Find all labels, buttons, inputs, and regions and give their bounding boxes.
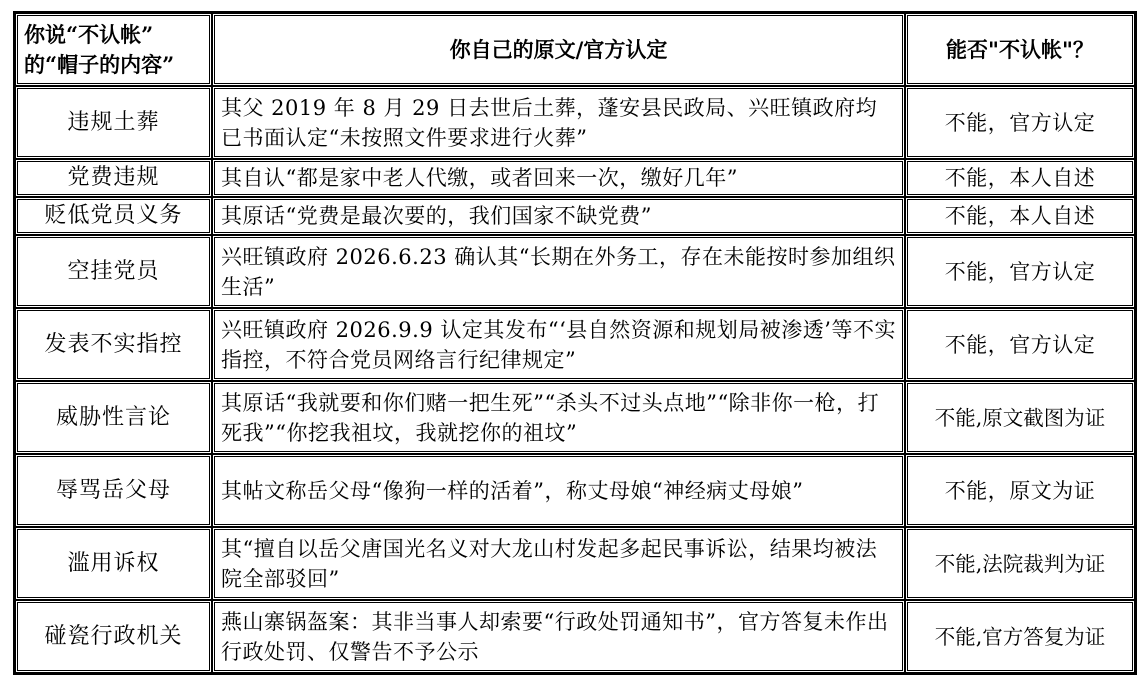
header-verdict-cell: 能否"不认帐"？ xyxy=(905,13,1135,86)
table-row xyxy=(15,308,1135,381)
row-label: 违规土葬 xyxy=(15,86,212,159)
table-row xyxy=(15,197,1135,235)
row-text: 其父 2019 年 8 月 29 日去世后土葬，蓬安县民政局、兴旺镇政府均已书面认定“未按照文件要求进行火葬” xyxy=(212,86,905,159)
row-text: 燕山寨锅盔案：其非当事人却索要“行政处罚通知书”，官方答复未作出行政处罚、仅警告不予公示 xyxy=(212,600,905,673)
table-row xyxy=(15,86,1135,159)
header-accusation-line1: 你说“不认帐” xyxy=(24,21,154,47)
row-label: 辱骂岳父母 xyxy=(15,454,212,527)
row-verdict: 不能,官方答复为证 xyxy=(905,600,1135,673)
row-text: 兴旺镇政府 2026.9.9 认定其发布“‘县自然资源和规划局被渗透’等不实指控，不符合党员网络言行纪律规定” xyxy=(212,308,905,381)
row-verdict: 不能,原文截图为证 xyxy=(905,381,1135,454)
header-accusation-line2: 的“帽子的内容” xyxy=(24,51,175,77)
table-header-row xyxy=(15,13,1135,86)
row-label: 威胁性言论 xyxy=(15,381,212,454)
row-verdict: 不能,法院裁判为证 xyxy=(905,527,1135,600)
row-text: 其原话“党费是最次要的，我们国家不缺党费” xyxy=(212,197,905,235)
header-accusation-cell xyxy=(15,13,212,86)
table-row xyxy=(15,600,1135,673)
row-verdict: 不能，本人自述 xyxy=(905,159,1135,197)
row-text: 其原话“我就要和你们赌一把生死”“杀头不过头点地”“除非你一枪，打死我”“你挖我祖坟，我就挖你的祖坟” xyxy=(212,381,905,454)
header-source-cell: 你自己的原文/官方认定 xyxy=(212,13,905,86)
table-row xyxy=(15,159,1135,197)
table-row xyxy=(15,454,1135,527)
row-text: 其帖文称岳父母“像狗一样的活着”，称丈母娘“神经病丈母娘” xyxy=(212,454,905,527)
row-verdict: 不能，官方认定 xyxy=(905,235,1135,308)
row-label: 滥用诉权 xyxy=(15,527,212,600)
row-text: 兴旺镇政府 2026.6.23 确认其“长期在外务工，存在未能按时参加组织生活” xyxy=(212,235,905,308)
row-label: 党费违规 xyxy=(15,159,212,197)
row-text: 其自认“都是家中老人代缴，或者回来一次，缴好几年” xyxy=(212,159,905,197)
row-label: 空挂党员 xyxy=(15,235,212,308)
row-verdict: 不能，原文为证 xyxy=(905,454,1135,527)
row-verdict: 不能，官方认定 xyxy=(905,86,1135,159)
row-label: 发表不实指控 xyxy=(15,308,212,381)
table-row xyxy=(15,235,1135,308)
row-label: 贬低党员义务 xyxy=(15,197,212,235)
table-row xyxy=(15,527,1135,600)
row-verdict: 不能，官方认定 xyxy=(905,308,1135,381)
row-verdict: 不能，本人自述 xyxy=(905,197,1135,235)
row-text: 其“擅自以岳父唐国光名义对大龙山村发起多起民事诉讼，结果均被法院全部驳回” xyxy=(212,527,905,600)
row-label: 碰瓷行政机关 xyxy=(15,600,212,673)
table-row xyxy=(15,381,1135,454)
comparison-table xyxy=(13,11,1137,675)
